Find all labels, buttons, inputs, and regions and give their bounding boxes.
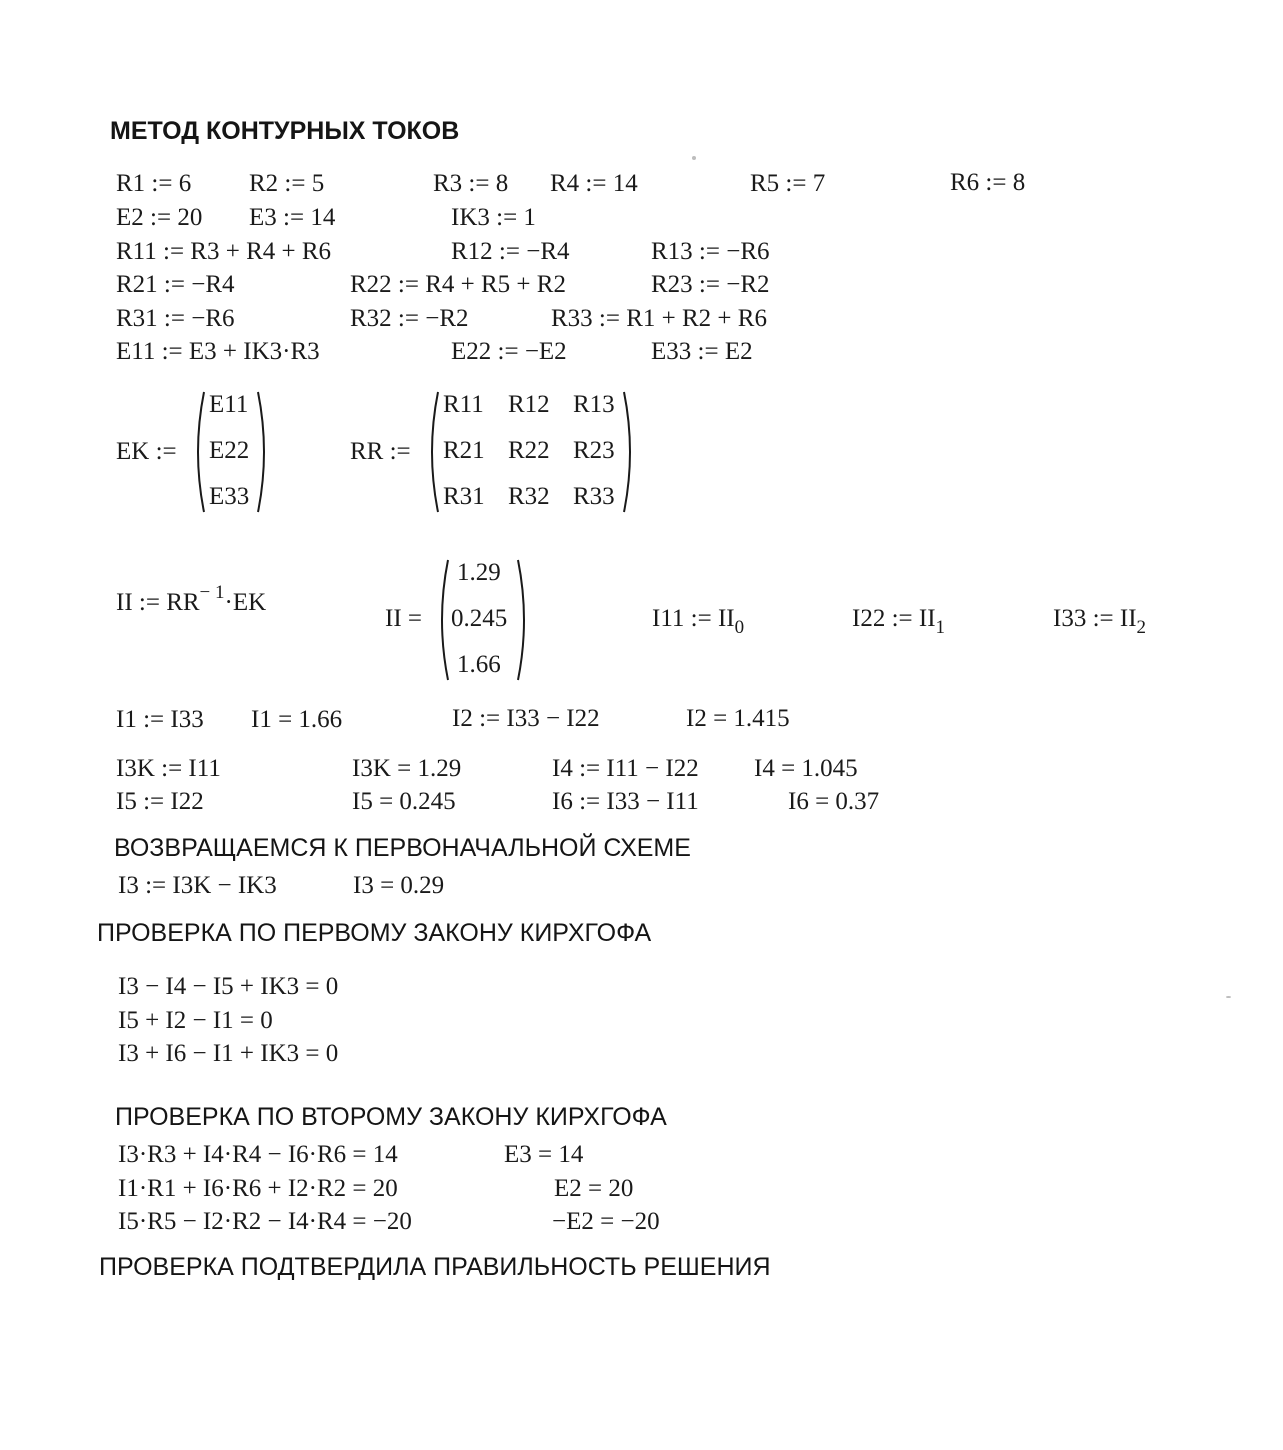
rr-cell: R22 [508, 437, 550, 464]
i2-val: I2 = 1.415 [686, 705, 790, 732]
i3k-val: I3K = 1.29 [352, 755, 462, 782]
kirchhoff-second-rhs: E3 = 14 [504, 1141, 584, 1168]
ii-value: 0.245 [451, 605, 508, 632]
ii-result-label: II = [385, 605, 422, 632]
scan-speck [1226, 996, 1231, 998]
i3-def: I3 := I3K − IK3 [118, 872, 277, 899]
rr-cell: R33 [573, 483, 615, 510]
i22-index: 1 [935, 617, 946, 638]
ek-matrix [190, 388, 272, 516]
r31-def: R31 := −R6 [116, 305, 235, 332]
rr-cell: R32 [508, 483, 550, 510]
ek-cell: E11 [209, 391, 249, 418]
kirchhoff-second-rhs: −E2 = −20 [552, 1208, 660, 1235]
i33-def [1053, 605, 1147, 638]
ii-value: 1.29 [457, 559, 501, 586]
ii-formula [116, 582, 267, 617]
i1-val: I1 = 1.66 [251, 706, 343, 733]
r12-def: R12 := −R4 [451, 238, 570, 265]
e33-def: E33 := E2 [651, 338, 753, 365]
kirchhoff-first-eq: I3 + I6 − I1 + IK3 = 0 [118, 1040, 339, 1067]
i5-val: I5 = 0.245 [352, 788, 456, 815]
scan-speck [692, 156, 696, 160]
ek-label: EK := [116, 438, 177, 465]
original-scheme-heading: ВОЗВРАЩАЕМСЯ К ПЕРВОНАЧАЛЬНОЙ СХЕМЕ [114, 834, 691, 862]
rr-cell: R13 [573, 391, 615, 418]
page-title: МЕТОД КОНТУРНЫХ ТОКОВ [110, 117, 460, 145]
kirchhoff-second-rhs: E2 = 20 [554, 1175, 634, 1202]
param-e2: E2 := 20 [116, 204, 203, 231]
i2-def: I2 := I33 − I22 [452, 705, 600, 732]
r23-def: R23 := −R2 [651, 271, 770, 298]
param-ik3: IK3 := 1 [451, 204, 536, 231]
param-r5: R5 := 7 [750, 170, 826, 197]
i4-val: I4 = 1.045 [754, 755, 858, 782]
kirchhoff-first-eq: I3 − I4 − I5 + IK3 = 0 [118, 973, 339, 1000]
param-r2: R2 := 5 [249, 170, 325, 197]
i33-index: 2 [1136, 617, 1147, 638]
rr-cell: R11 [443, 391, 484, 418]
param-r6: R6 := 8 [950, 169, 1026, 196]
i22-text: I22 := II [852, 605, 936, 632]
rr-cell: R31 [443, 483, 485, 510]
i11-index: 0 [734, 617, 745, 638]
r11-def: R11 := R3 + R4 + R6 [116, 238, 332, 265]
r33-def: R33 := R1 + R2 + R6 [551, 305, 767, 332]
i22-def [852, 605, 946, 638]
kirchhoff-second-heading: ПРОВЕРКА ПО ВТОРОМУ ЗАКОНУ КИРХГОФА [115, 1103, 667, 1131]
e22-def: E22 := −E2 [451, 338, 567, 365]
ii-rhs: ·EK [224, 589, 267, 616]
i3-val: I3 = 0.29 [353, 872, 445, 899]
ii-vector [434, 556, 532, 684]
rr-label: RR := [350, 438, 411, 465]
i11-text: I11 := II [652, 605, 735, 632]
kirchhoff-first-heading: ПРОВЕРКА ПО ПЕРВОМУ ЗАКОНУ КИРХГОФА [97, 919, 652, 947]
r22-def: R22 := R4 + R5 + R2 [350, 271, 566, 298]
i11-def [652, 605, 745, 638]
ek-cell: E22 [209, 437, 250, 464]
rr-cell: R21 [443, 437, 485, 464]
rr-cell: R12 [508, 391, 550, 418]
i5-def: I5 := I22 [116, 788, 204, 815]
kirchhoff-second-eq: I5·R5 − I2·R2 − I4·R4 = −20 [118, 1208, 412, 1235]
i6-val: I6 = 0.37 [788, 788, 880, 815]
r21-def: R21 := −R4 [116, 271, 235, 298]
r13-def: R13 := −R6 [651, 238, 770, 265]
ek-cell: E33 [209, 483, 250, 510]
kirchhoff-second-eq: I3·R3 + I4·R4 − I6·R6 = 14 [118, 1141, 398, 1168]
ii-exponent: − 1 [199, 582, 225, 603]
param-r1: R1 := 6 [116, 170, 192, 197]
param-e3: E3 := 14 [249, 204, 336, 231]
conclusion: ПРОВЕРКА ПОДТВЕРДИЛА ПРАВИЛЬНОСТЬ РЕШЕНИЯ [99, 1253, 771, 1281]
kirchhoff-second-eq: I1·R1 + I6·R6 + I2·R2 = 20 [118, 1175, 398, 1202]
kirchhoff-first-eq: I5 + I2 − I1 = 0 [118, 1007, 273, 1034]
param-r4: R4 := 14 [550, 170, 638, 197]
i33-text: I33 := II [1053, 605, 1137, 632]
r32-def: R32 := −R2 [350, 305, 469, 332]
i6-def: I6 := I33 − I11 [552, 788, 699, 815]
i1-def: I1 := I33 [116, 706, 204, 733]
i3k-def: I3K := I11 [116, 755, 221, 782]
rr-matrix [424, 388, 638, 516]
rr-cell: R23 [573, 437, 615, 464]
i4-def: I4 := I11 − I22 [552, 755, 699, 782]
e11-def: E11 := E3 + IK3·R3 [116, 338, 320, 365]
ii-lhs: II := RR [116, 589, 200, 616]
param-r3: R3 := 8 [433, 170, 509, 197]
ii-value: 1.66 [457, 651, 501, 678]
